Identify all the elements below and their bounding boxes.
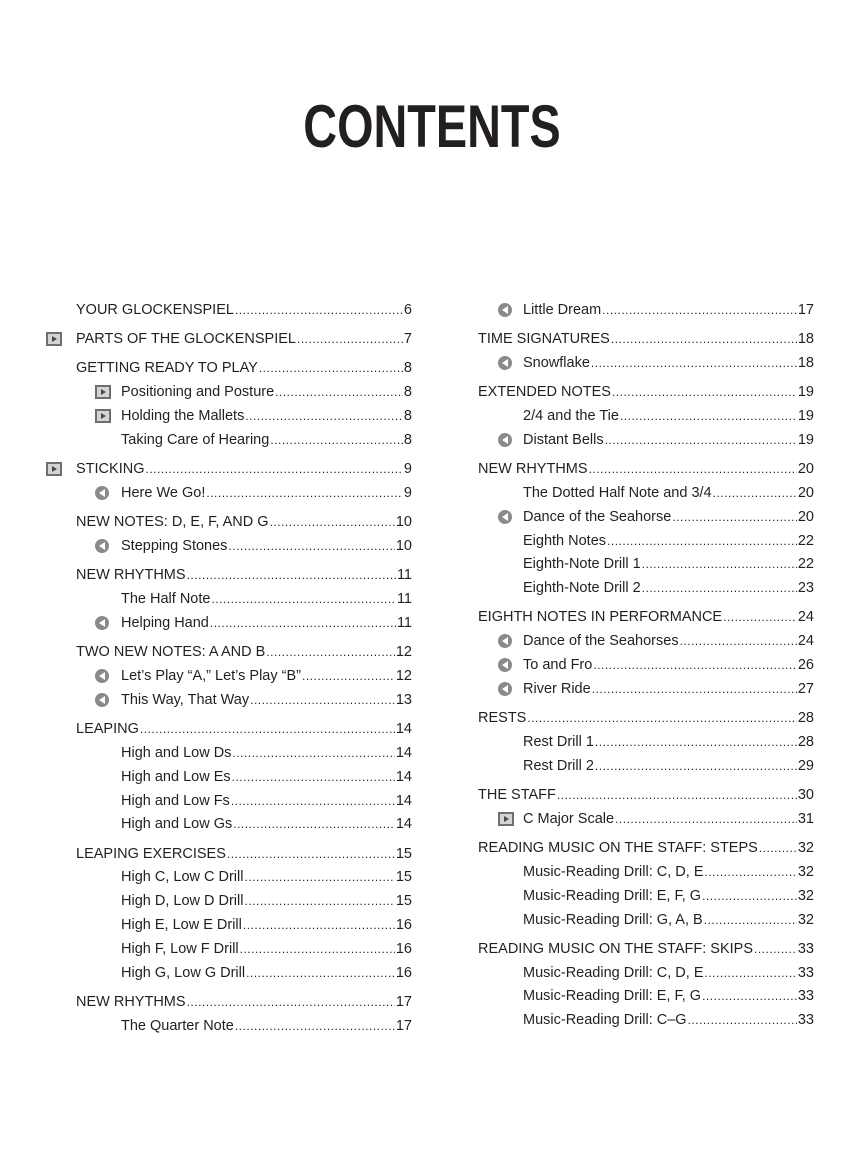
toc-entry-label: Snowflake: [523, 354, 590, 371]
toc-entry[interactable]: [476, 327, 814, 351]
toc-entry[interactable]: [46, 961, 412, 985]
toc-entry-page-number: 32: [797, 911, 814, 928]
toc-entry-label: The Half Note: [121, 591, 211, 608]
toc-entry-page-number: 24: [797, 633, 814, 650]
toc-entry[interactable]: [46, 563, 412, 587]
toc-entry[interactable]: [46, 1014, 412, 1038]
toc-entry-page-number: 15: [395, 893, 412, 910]
dot-leader: [754, 942, 797, 956]
toc-entry[interactable]: [476, 505, 814, 529]
toc-entry[interactable]: [476, 457, 814, 481]
toc-entry-page-number: 28: [797, 733, 814, 750]
toc-entry-page-number: 9: [403, 461, 412, 478]
toc-entry[interactable]: [476, 404, 814, 428]
toc-entry-page-number: 20: [797, 508, 814, 525]
dot-leader: [270, 515, 395, 529]
toc-entry[interactable]: [46, 298, 412, 322]
toc-entry-label: Stepping Stones: [121, 538, 228, 555]
dot-leader: [259, 361, 403, 375]
dot-leader: [206, 486, 403, 500]
toc-entry-label: Eighth-Note Drill 2: [523, 580, 641, 597]
dot-leader: [713, 486, 797, 500]
toc-entry[interactable]: [46, 534, 412, 558]
audio-icon[interactable]: [498, 634, 512, 648]
toc-entry[interactable]: [476, 552, 814, 576]
toc-entry-page-number: 17: [797, 301, 814, 318]
toc-entry-label: TIME SIGNATURES: [478, 331, 610, 348]
toc-entry-label: Music-Reading Drill: C, D, E: [523, 863, 704, 880]
toc-entry[interactable]: [46, 457, 412, 481]
toc-entry[interactable]: [476, 985, 814, 1009]
toc-entry-label: 2/4 and the Tie: [523, 408, 619, 425]
toc-entry[interactable]: [476, 428, 814, 452]
toc-entry[interactable]: [476, 629, 814, 653]
toc-entry-label: Helping Hand: [121, 614, 209, 631]
toc-entry-page-number: 24: [797, 609, 814, 626]
toc-entry[interactable]: [476, 961, 814, 985]
dot-leader: [723, 610, 797, 624]
dot-leader: [611, 332, 797, 346]
audio-icon[interactable]: [95, 539, 109, 553]
dot-leader: [244, 870, 394, 884]
toc-entry[interactable]: [46, 587, 412, 611]
video-icon[interactable]: [46, 332, 62, 346]
toc-entry-page-number: 33: [797, 964, 814, 981]
toc-entry-page-number: 20: [797, 461, 814, 478]
toc-entry[interactable]: [476, 481, 814, 505]
dot-leader: [704, 913, 797, 927]
toc-entry-label: The Dotted Half Note and 3/4: [523, 484, 712, 501]
toc-entry-page-number: 32: [797, 863, 814, 880]
dot-leader: [705, 865, 797, 879]
dot-leader: [232, 746, 394, 760]
dot-leader: [187, 995, 395, 1009]
toc-entry-page-number: 16: [395, 964, 412, 981]
audio-icon[interactable]: [498, 303, 512, 317]
dot-leader: [297, 332, 403, 346]
toc-entry-page-number: 8: [403, 408, 412, 425]
toc-entry-label: High F, Low F Drill: [121, 940, 239, 957]
toc-entry[interactable]: [476, 529, 814, 553]
toc-entry-page-number: 11: [396, 591, 412, 608]
toc-entry-page-number: 14: [395, 721, 412, 738]
dot-leader: [245, 409, 403, 423]
dot-leader: [602, 303, 797, 317]
toc-entry-page-number: 23: [797, 580, 814, 597]
toc-entry-page-number: 19: [797, 431, 814, 448]
dot-leader: [612, 385, 797, 399]
toc-entry-page-number: 8: [403, 360, 412, 377]
dot-leader: [680, 634, 797, 648]
toc-entry-label: High C, Low C Drill: [121, 869, 244, 886]
toc-entry-label: Music-Reading Drill: C, D, E: [523, 964, 704, 981]
toc-entry-page-number: 7: [403, 331, 412, 348]
toc-entry-label: Dance of the Seahorse: [523, 508, 672, 525]
toc-entry[interactable]: [46, 664, 412, 688]
dot-leader: [672, 510, 797, 524]
audio-icon[interactable]: [95, 616, 109, 630]
dot-leader: [211, 592, 395, 606]
toc-entry-page-number: 32: [797, 887, 814, 904]
toc-entry-page-number: 11: [396, 567, 412, 584]
toc-entry-label: High and Low Gs: [121, 816, 233, 833]
toc-entry-page-number: 22: [797, 532, 814, 549]
toc-entry-label: High and Low Es: [121, 768, 231, 785]
toc-entry-page-number: 28: [797, 710, 814, 727]
audio-icon[interactable]: [95, 693, 109, 707]
toc-entry-page-number: 14: [395, 792, 412, 809]
toc-entry-page-number: 20: [797, 484, 814, 501]
toc-entry[interactable]: [476, 754, 814, 778]
toc-entry-label: Rest Drill 1: [523, 733, 594, 750]
toc-entry-label: Eighth Notes: [523, 532, 607, 549]
toc-entry-label: LEAPING: [76, 721, 139, 738]
dot-leader: [527, 711, 797, 725]
dot-leader: [595, 759, 797, 773]
page-title: CONTENTS: [303, 93, 561, 160]
dot-leader: [140, 722, 395, 736]
toc-entry[interactable]: [476, 677, 814, 701]
toc-entry-label: STICKING: [76, 461, 145, 478]
toc-entry[interactable]: [476, 908, 814, 932]
toc-entry-label: Little Dream: [523, 301, 602, 318]
toc-entry-label: RESTS: [478, 710, 527, 727]
toc-entry[interactable]: [46, 481, 412, 505]
audio-icon[interactable]: [498, 356, 512, 370]
toc-entry-page-number: 30: [797, 787, 814, 804]
toc-entry[interactable]: [46, 889, 412, 913]
toc-entry[interactable]: [46, 357, 412, 381]
toc-entry-label: GETTING READY TO PLAY: [76, 360, 258, 377]
toc-entry[interactable]: [46, 789, 412, 813]
video-icon[interactable]: [498, 812, 514, 826]
toc-entry-label: NEW RHYTHMS: [478, 461, 588, 478]
toc-entry-label: To and Fro: [523, 657, 593, 674]
dot-leader: [589, 462, 797, 476]
toc-entry-label: Eighth-Note Drill 1: [523, 556, 641, 573]
toc-entry-page-number: 33: [797, 988, 814, 1005]
dot-leader: [642, 557, 797, 571]
dot-leader: [302, 669, 395, 683]
toc-entry-page-number: 17: [395, 1017, 412, 1034]
dot-leader: [642, 581, 797, 595]
toc-entry-label: TWO NEW NOTES: A AND B: [76, 644, 266, 661]
toc-entry-label: Music-Reading Drill: E, F, G: [523, 887, 702, 904]
toc-entry-page-number: 9: [403, 484, 412, 501]
dot-leader: [688, 1013, 797, 1027]
toc-entry-page-number: 33: [797, 940, 814, 957]
toc-entry[interactable]: [46, 937, 412, 961]
toc-entry-label: Distant Bells: [523, 431, 604, 448]
toc-entry-page-number: 15: [395, 845, 412, 862]
toc-entry[interactable]: [46, 404, 412, 428]
video-icon[interactable]: [95, 409, 111, 423]
toc-entry-page-number: 12: [395, 668, 412, 685]
toc-entry[interactable]: [46, 990, 412, 1014]
toc-entry[interactable]: [46, 510, 412, 534]
dot-leader: [759, 841, 797, 855]
toc-entry-page-number: 13: [395, 691, 412, 708]
toc-entry[interactable]: [46, 812, 412, 836]
toc-entry-label: High and Low Ds: [121, 744, 232, 761]
toc-entry[interactable]: [46, 913, 412, 937]
toc-entry-page-number: 8: [403, 384, 412, 401]
toc-entry[interactable]: [476, 884, 814, 908]
toc-entry-label: C Major Scale: [523, 810, 615, 827]
toc-entry-page-number: 12: [395, 644, 412, 661]
toc-entry-label: Here We Go!: [121, 484, 206, 501]
dot-leader: [605, 433, 797, 447]
toc-entry[interactable]: [46, 842, 412, 866]
toc-entry-page-number: 14: [395, 816, 412, 833]
toc-entry[interactable]: [476, 836, 814, 860]
dot-leader: [244, 894, 394, 908]
toc-entry-label: Rest Drill 2: [523, 757, 594, 774]
toc-entry-page-number: 32: [797, 840, 814, 857]
toc-entry[interactable]: [46, 717, 412, 741]
toc-entry[interactable]: [476, 860, 814, 884]
toc-entry-label: High E, Low E Drill: [121, 917, 242, 934]
toc-entry-label: PARTS OF THE GLOCKENSPIEL: [76, 331, 296, 348]
toc-left-column: [46, 298, 412, 1038]
toc-entry-label: THE STAFF: [478, 787, 556, 804]
toc-entry-label: High D, Low D Drill: [121, 893, 244, 910]
dot-leader: [235, 303, 403, 317]
toc-entry[interactable]: [476, 783, 814, 807]
toc-entry-label: Holding the Mallets: [121, 408, 245, 425]
dot-leader: [145, 462, 402, 476]
toc-entry[interactable]: [476, 351, 814, 375]
toc-entry[interactable]: [46, 611, 412, 635]
toc-entry-label: YOUR GLOCKENSPIEL: [76, 301, 234, 318]
toc-entry-label: NEW RHYTHMS: [76, 993, 186, 1010]
audio-icon[interactable]: [498, 510, 512, 524]
dot-leader: [228, 539, 394, 553]
toc-right-column: [476, 298, 814, 1032]
toc-entry-label: Dance of the Seahorses: [523, 633, 679, 650]
dot-leader: [227, 847, 395, 861]
toc-entry-label: River Ride: [523, 680, 591, 697]
toc-entry[interactable]: [46, 640, 412, 664]
toc-entry-page-number: 18: [797, 354, 814, 371]
dot-leader: [210, 616, 396, 630]
toc-entry[interactable]: [46, 741, 412, 765]
toc-entry-label: High and Low Fs: [121, 792, 230, 809]
dot-leader: [275, 385, 403, 399]
toc-entry-label: NEW NOTES: D, E, F, AND G: [76, 514, 269, 531]
dot-leader: [620, 409, 797, 423]
dot-leader: [250, 693, 395, 707]
toc-entry-page-number: 22: [797, 556, 814, 573]
toc-entry-label: High G, Low G Drill: [121, 964, 246, 981]
toc-entry-page-number: 19: [797, 408, 814, 425]
dot-leader: [266, 645, 395, 659]
toc-entry-page-number: 15: [395, 869, 412, 886]
toc-entry-page-number: 10: [395, 514, 412, 531]
toc-entry-label: Music-Reading Drill: C–G: [523, 1012, 687, 1029]
toc-entry-page-number: 16: [395, 940, 412, 957]
toc-entry[interactable]: [476, 937, 814, 961]
toc-entry-page-number: 14: [395, 744, 412, 761]
dot-leader: [557, 788, 797, 802]
audio-icon[interactable]: [95, 669, 109, 683]
dot-leader: [705, 966, 797, 980]
dot-leader: [231, 794, 395, 808]
dot-leader: [235, 1019, 395, 1033]
toc-entry-label: Music-Reading Drill: G, A, B: [523, 911, 703, 928]
toc-entry-page-number: 19: [797, 384, 814, 401]
toc-entry-label: EXTENDED NOTES: [478, 384, 611, 401]
dot-leader: [593, 658, 797, 672]
toc-entry-page-number: 10: [395, 538, 412, 555]
toc-entry-label: The Quarter Note: [121, 1017, 234, 1034]
dot-leader: [246, 966, 395, 980]
toc-entry-page-number: 18: [797, 331, 814, 348]
dot-leader: [270, 433, 403, 447]
toc-entry-label: NEW RHYTHMS: [76, 567, 186, 584]
dot-leader: [615, 812, 797, 826]
toc-entry-page-number: 27: [797, 680, 814, 697]
toc-entry[interactable]: [476, 706, 814, 730]
toc-entry[interactable]: [476, 380, 814, 404]
dot-leader: [187, 568, 396, 582]
toc-entry-label: Let’s Play “A,” Let’s Play “B”: [121, 668, 301, 685]
toc-entry[interactable]: [46, 327, 412, 351]
dot-leader: [702, 989, 797, 1003]
dot-leader: [243, 918, 395, 932]
toc-entry-label: Music-Reading Drill: E, F, G: [523, 988, 702, 1005]
dot-leader: [233, 817, 395, 831]
dot-leader: [702, 889, 797, 903]
toc-entry[interactable]: [476, 576, 814, 600]
dot-leader: [595, 735, 797, 749]
toc-entry[interactable]: [476, 653, 814, 677]
toc-entry[interactable]: [46, 428, 412, 452]
toc-entry-label: READING MUSIC ON THE STAFF: STEPS: [478, 840, 758, 857]
dot-leader: [607, 534, 797, 548]
toc-entry[interactable]: [46, 688, 412, 712]
toc-entry-page-number: 29: [797, 757, 814, 774]
toc-entry-label: LEAPING EXERCISES: [76, 845, 226, 862]
toc-entry[interactable]: [476, 606, 814, 630]
toc-entry-page-number: 11: [396, 614, 412, 631]
audio-icon[interactable]: [95, 486, 109, 500]
dot-leader: [591, 356, 797, 370]
audio-icon[interactable]: [498, 433, 512, 447]
toc-entry-label: Positioning and Posture: [121, 384, 275, 401]
toc-entry-page-number: 31: [797, 810, 814, 827]
toc-entry[interactable]: [476, 1008, 814, 1032]
toc-entry-page-number: 14: [395, 768, 412, 785]
toc-entry[interactable]: [476, 807, 814, 831]
video-icon[interactable]: [95, 385, 111, 399]
toc-entry-page-number: 8: [403, 431, 412, 448]
toc-entry-page-number: 17: [395, 993, 412, 1010]
toc-entry-label: This Way, That Way: [121, 691, 250, 708]
video-icon[interactable]: [46, 462, 62, 476]
toc-entry-page-number: 33: [797, 1012, 814, 1029]
dot-leader: [232, 770, 395, 784]
toc-entry[interactable]: [476, 298, 814, 322]
toc-entry[interactable]: [476, 730, 814, 754]
toc-entry[interactable]: [46, 866, 412, 890]
toc-entry-page-number: 16: [395, 917, 412, 934]
dot-leader: [240, 942, 395, 956]
toc-entry-label: Taking Care of Hearing: [121, 431, 270, 448]
toc-entry[interactable]: [46, 765, 412, 789]
audio-icon[interactable]: [498, 682, 512, 696]
toc-entry-label: EIGHTH NOTES IN PERFORMANCE: [478, 609, 723, 626]
toc-entry-page-number: 6: [403, 301, 412, 318]
dot-leader: [592, 682, 797, 696]
audio-icon[interactable]: [498, 658, 512, 672]
toc-entry-label: READING MUSIC ON THE STAFF: SKIPS: [478, 940, 753, 957]
toc-entry[interactable]: [46, 380, 412, 404]
toc-entry-page-number: 26: [797, 657, 814, 674]
